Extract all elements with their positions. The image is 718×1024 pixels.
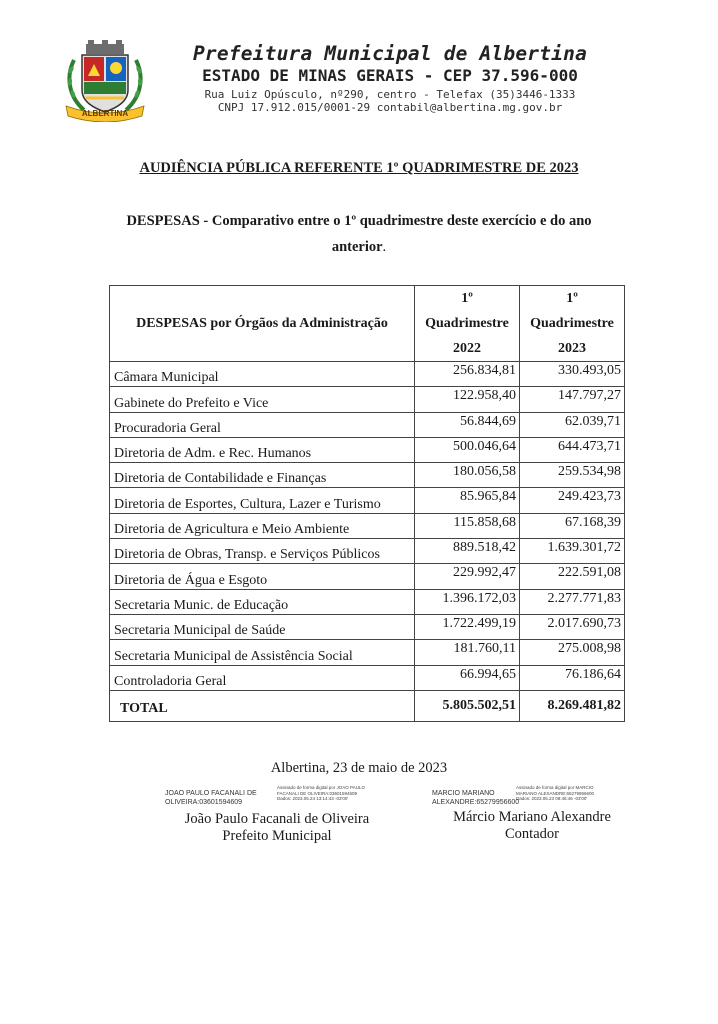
table-row: [110, 614, 625, 639]
signer-id-line-2: OLIVEIRA:03601594609: [165, 799, 243, 806]
row-label: Diretoria de Água e Esgoto: [110, 564, 415, 589]
signer-id: [432, 789, 519, 807]
letterhead-state: ESTADO DE MINAS GERAIS - CEP 37.596-000: [202, 66, 578, 85]
signatory-name: João Paulo Facanali de Oliveira: [184, 811, 370, 827]
document-subtitle: [100, 208, 618, 260]
digital-stamp-line-3: Dados: 2023.05.23 08:46:46 -03'00': [516, 796, 588, 801]
table-row: [110, 387, 625, 412]
header-col-2022: [415, 286, 520, 362]
row-value-2022: 56.844,69: [415, 412, 520, 437]
row-value-2022: 180.056,58: [415, 463, 520, 488]
table-row: [110, 488, 625, 513]
row-label: Gabinete do Prefeito e Vice: [110, 387, 415, 412]
row-label: Diretoria de Contabilidade e Finanças: [110, 463, 415, 488]
header-col-2023-ordinal: 1º: [566, 291, 578, 306]
row-value-2022: 889.518,42: [415, 539, 520, 564]
table-row: [110, 437, 625, 462]
table-row: [110, 665, 625, 690]
row-value-2023: 249.423,73: [520, 488, 625, 513]
header-col-2023: [520, 286, 625, 362]
signer-id-line-1: MARCIO MARIANO: [432, 790, 495, 797]
table-row: [110, 564, 625, 589]
signer-id-line-2: ALEXANDRE:65279956600: [432, 799, 520, 806]
subtitle-line-2: [100, 234, 618, 260]
header-col-2023-year: 2023: [558, 341, 586, 356]
signer-id: [165, 789, 257, 807]
header-col-2022-year: 2022: [453, 341, 481, 356]
signatory-role: Prefeito Municipal: [222, 828, 332, 844]
row-value-2022: 500.046,64: [415, 437, 520, 462]
digital-stamp-line-1: Assinado de forma digital por MARCIO: [516, 785, 594, 790]
total-value-2023: 8.269.481,82: [520, 690, 625, 721]
letterhead-address: Rua Luiz Opúsculo, nº290, centro - Telefax (35)3446-1333: [204, 88, 576, 101]
row-label: Diretoria de Agricultura e Meio Ambiente: [110, 513, 415, 538]
total-value-2022: 5.805.502,51: [415, 690, 520, 721]
row-value-2023: 259.534,98: [520, 463, 625, 488]
letterhead: [160, 42, 620, 114]
row-label: Diretoria de Adm. e Rec. Humanos: [110, 437, 415, 462]
header-col-2022-ordinal: 1º: [461, 291, 473, 306]
row-value-2022: 229.992,47: [415, 564, 520, 589]
municipal-crest-logo: [62, 40, 148, 122]
signature-block-mayor: [165, 785, 405, 855]
row-value-2022: 115.858,68: [415, 513, 520, 538]
total-label: TOTAL: [110, 690, 415, 721]
header-col-2022-period: Quadrimestre: [425, 316, 509, 331]
table-row: [110, 463, 625, 488]
digital-stamp-line-2: MARIANO ALEXANDRE:65279956600: [516, 790, 595, 796]
row-value-2023: 275.008,98: [520, 640, 625, 665]
crest-ribbon-text: ALBERTINA: [81, 109, 129, 118]
table-row: [110, 412, 625, 437]
row-value-2022: 66.994,65: [415, 665, 520, 690]
document-date: Albertina, 23 de maio de 2023: [270, 760, 448, 776]
digital-stamp-line-3: Dados: 2023.05.24 13:14:43 -03'00': [277, 796, 349, 801]
row-label: Secretaria Munic. de Educação: [110, 589, 415, 614]
subtitle-line-2-text: anterior: [331, 239, 383, 255]
header-label: DESPESAS por Órgãos da Administração: [110, 286, 415, 362]
table-row: [110, 539, 625, 564]
row-label: Controladoria Geral: [110, 665, 415, 690]
signatory-name: Márcio Mariano Alexandre: [453, 809, 611, 825]
header-col-2023-period: Quadrimestre: [530, 316, 614, 331]
row-value-2023: 1.639.301,72: [520, 539, 625, 564]
row-label: Diretoria de Obras, Transp. e Serviços Públicos: [110, 539, 415, 564]
signer-id-line-1: JOAO PAULO FACANALI DE: [165, 790, 257, 797]
row-value-2022: 85.965,84: [415, 488, 520, 513]
document-heading: AUDIÊNCIA PÚBLICA REFERENTE 1º QUADRIMESTRE DE 2023: [139, 160, 579, 176]
letterhead-title: Prefeitura Municipal de Albertina: [192, 42, 588, 65]
digital-signature-stamp: [277, 785, 365, 802]
table-row: [110, 640, 625, 665]
letterhead-cnpj: CNPJ 17.912.015/0001-29 contabil@albertina.mg.gov.br: [217, 101, 563, 114]
digital-signature-stamp: [516, 785, 594, 802]
row-label: Câmara Municipal: [110, 362, 415, 387]
row-value-2022: 1.396.172,03: [415, 589, 520, 614]
table-row: [110, 513, 625, 538]
row-label: Diretoria de Esportes, Cultura, Lazer e Turismo: [110, 488, 415, 513]
signature-block-accountant: [430, 785, 650, 855]
expenses-table: [109, 285, 625, 722]
row-value-2023: 2.277.771,83: [520, 589, 625, 614]
table-row: [110, 362, 625, 387]
row-value-2022: 122.958,40: [415, 387, 520, 412]
digital-stamp-line-1: Assinado de forma digital por JOAO PAULO: [277, 785, 365, 790]
row-value-2023: 67.168,39: [520, 513, 625, 538]
row-label: Secretaria Municipal de Assistência Social: [110, 640, 415, 665]
row-value-2022: 256.834,81: [415, 362, 520, 387]
signatory-role: Contador: [505, 826, 559, 842]
row-label: Secretaria Municipal de Saúde: [110, 614, 415, 639]
row-value-2023: 644.473,71: [520, 437, 625, 462]
row-value-2023: 147.797,27: [520, 387, 625, 412]
row-value-2023: 62.039,71: [520, 412, 625, 437]
row-value-2022: 181.760,11: [415, 640, 520, 665]
row-value-2023: 2.017.690,73: [520, 614, 625, 639]
table-row: [110, 589, 625, 614]
digital-stamp-line-2: FACANALI DE OLIVEIRA:03601594609: [277, 790, 358, 796]
table-header-row: [110, 286, 625, 362]
table-total-row: [110, 690, 625, 721]
row-value-2022: 1.722.499,19: [415, 614, 520, 639]
subtitle-line-1: DESPESAS - Comparativo entre o 1º quadrimestre deste exercício e do ano: [126, 213, 592, 229]
row-label: Procuradoria Geral: [110, 412, 415, 437]
row-value-2023: 222.591,08: [520, 564, 625, 589]
subtitle-period: .: [382, 239, 387, 255]
row-value-2023: 76.186,64: [520, 665, 625, 690]
row-value-2023: 330.493,05: [520, 362, 625, 387]
